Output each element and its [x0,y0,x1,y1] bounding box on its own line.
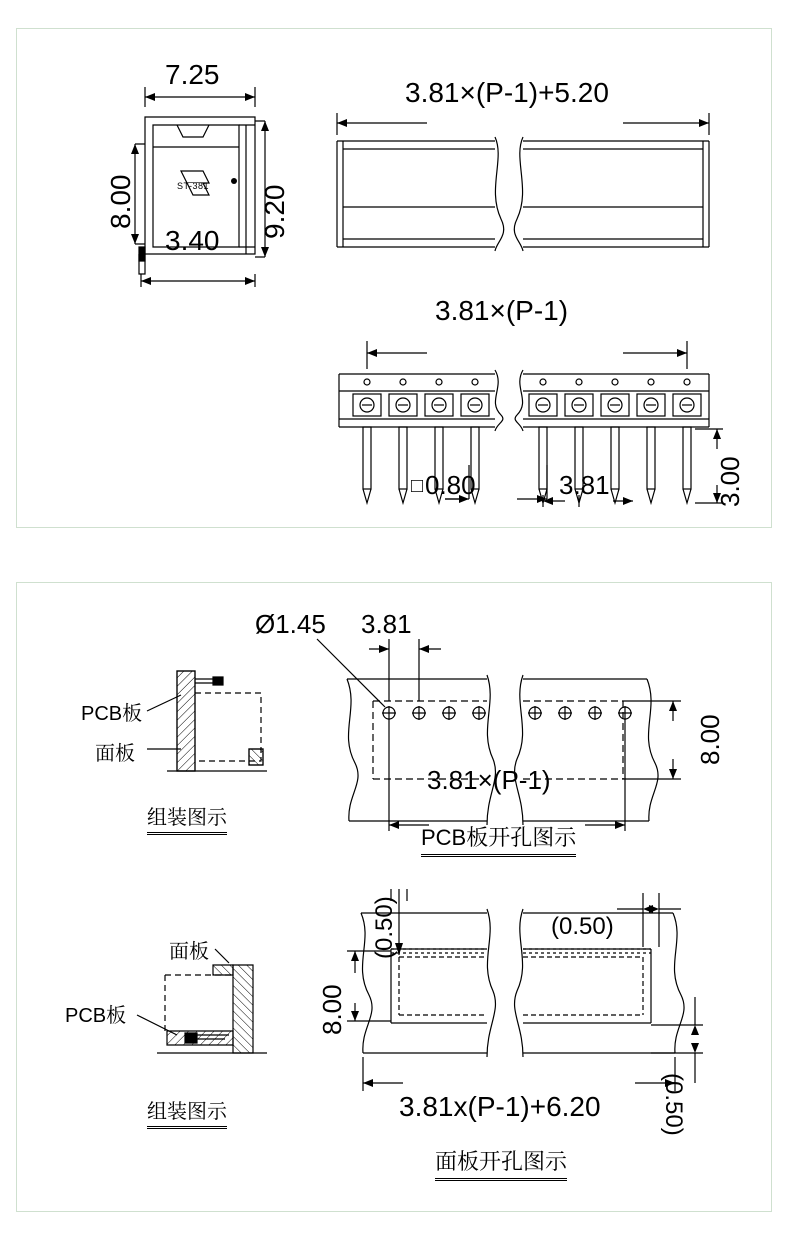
label-panel-bottom: 面板 [169,941,209,963]
dim-side-height: 8.00 [105,174,136,229]
dim-side-foot: 3.40 [165,225,220,256]
label-pcb-top: PCB板 [81,703,143,725]
dim-bottom-gap: (0.50) [660,1073,687,1136]
caption-panel-cutout: 面板开孔图示 [435,1145,567,1181]
dim-panel-width: 3.81x(P-1)+6.20 [399,1091,601,1122]
dim-pin-length: 3.00 [715,456,745,507]
dim-pin-pitch: 3.81 [559,470,610,500]
dim-front-overall: 3.81×(P-1)+5.20 [405,77,609,108]
dim-panel-height: 8.00 [317,984,347,1035]
dim-hole-diameter: Ø1.45 [255,609,326,639]
caption-pcb-cutout: PCB板开孔图示 [421,821,576,857]
top-panel-graphics [17,29,773,529]
label-pcb-bottom: PCB板 [65,1005,127,1027]
square-symbol: □ [411,475,424,497]
dim-pin-span: 3.81×(P-1) [435,295,569,326]
dim-hole-row-height: 8.00 [695,714,725,765]
bottom-drawing-panel [16,582,772,1212]
dim-left-gap: (0.50) [371,896,398,959]
caption-assembly-top: 组装图示 [147,801,227,835]
dim-side-width: 7.25 [165,59,220,90]
dim-side-body-height: 9.20 [259,184,290,239]
dim-right-gap: (0.50) [551,913,614,940]
top-drawing-panel [16,28,772,528]
dim-pin-size: 0.80 [425,470,476,500]
dim-hole-span: 3.81×(P-1) [427,765,551,795]
part-marking-label: ST-381 [177,181,210,191]
caption-assembly-bottom: 组装图示 [147,1095,227,1129]
dim-hole-pitch: 3.81 [361,609,412,639]
label-panel-top: 面板 [95,743,135,765]
